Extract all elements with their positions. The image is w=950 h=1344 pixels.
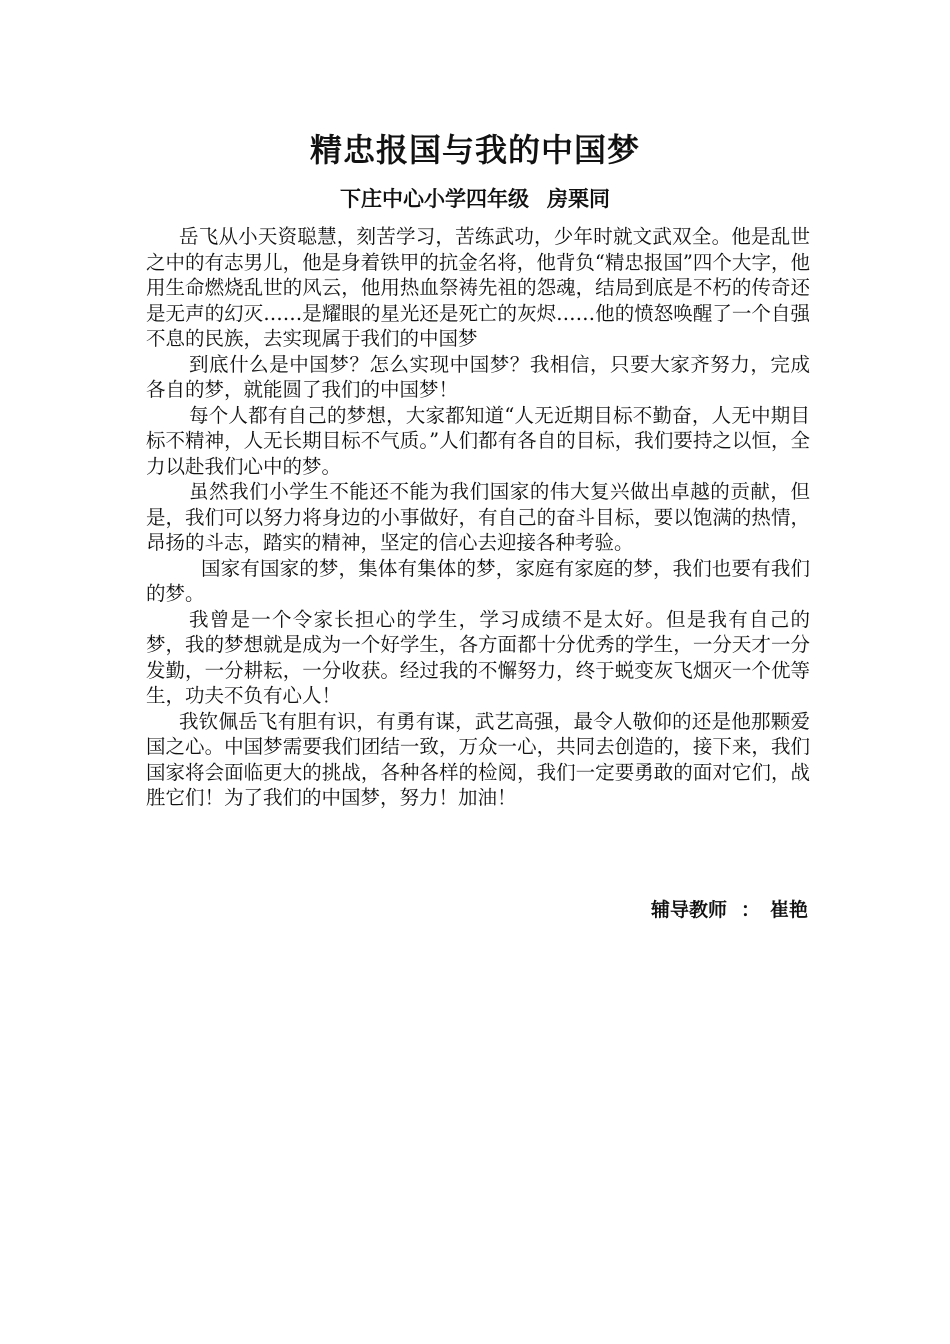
- teacher-name: 崔艳: [769, 899, 808, 921]
- essay-paragraph: 我钦佩岳飞有胆有识，有勇有谋，武艺高强，最令人敬仰的还是他那颗爱国之心。中国梦需要我们团结一致，万众一心，共同去创造的，接下来，我们国家将会面临更大的挑战，各种各样的检阅，我们一定要勇敢的面对它们，战胜它们！为了我们的中国梦，努力！加油！: [146, 709, 810, 809]
- school-grade-text: 下庄中心小学四年级: [340, 187, 529, 211]
- essay-body: [146, 224, 810, 811]
- document-subtitle: [0, 184, 950, 214]
- essay-paragraph: 我曾是一个令家长担心的学生，学习成绩不是太好。但是我有自己的梦，我的梦想就是成为一个好学生，各方面都十分优秀的学生，一分天才一分发勤，一分耕耘，一分收获。经过我的不懈努力，终于蜕变灰飞烟灭一个优等生，功夫不负有心人！: [146, 607, 810, 707]
- essay-paragraph: 虽然我们小学生不能还不能为我们国家的伟大复兴做出卓越的贡献，但是，我们可以努力将身边的小事做好，有自己的奋斗目标，要以饱满的热情，昂扬的斗志，踏实的精神，坚定的信心去迎接各种考验。: [146, 480, 810, 554]
- teacher-separator: ：: [740, 899, 760, 921]
- teacher-signature: [560, 896, 808, 924]
- author-name: 房栗同: [547, 187, 610, 211]
- essay-paragraph: 每个人都有自己的梦想，大家都知道“人无近期目标不勤奋，人无中期目标不精神，人无长期目标不气质。”人们都有各自的目标，我们要持之以恒，全力以赴我们心中的梦。: [146, 403, 810, 478]
- document-title: 精忠报国与我的中国梦: [309, 131, 640, 169]
- essay-paragraph: 到底什么是中国梦？怎么实现中国梦？我相信，只要大家齐努力，完成各自的梦，就能圆了我们的中国梦！: [146, 352, 810, 401]
- essay-paragraph: 国家有国家的梦，集体有集体的梦，家庭有家庭的梦，我们也要有我们的梦。: [146, 556, 810, 605]
- essay-paragraph: 岳飞从小天资聪慧，刻苦学习，苦练武功，少年时就文武双全。他是乱世之中的有志男儿，他是身着铁甲的抗金名将，他背负“精忠报国”四个大字，他用生命燃烧乱世的风云，他用热血祭祷先祖的怨魂，结局到底是不朽的传奇还是无声的幻灭……是耀眼的星光还是死亡的灰烬……他的愤怒唤醒了一个自强不息的民族，去实现属于我们的中国梦: [146, 225, 810, 350]
- teacher-label: 辅导教师: [650, 899, 727, 921]
